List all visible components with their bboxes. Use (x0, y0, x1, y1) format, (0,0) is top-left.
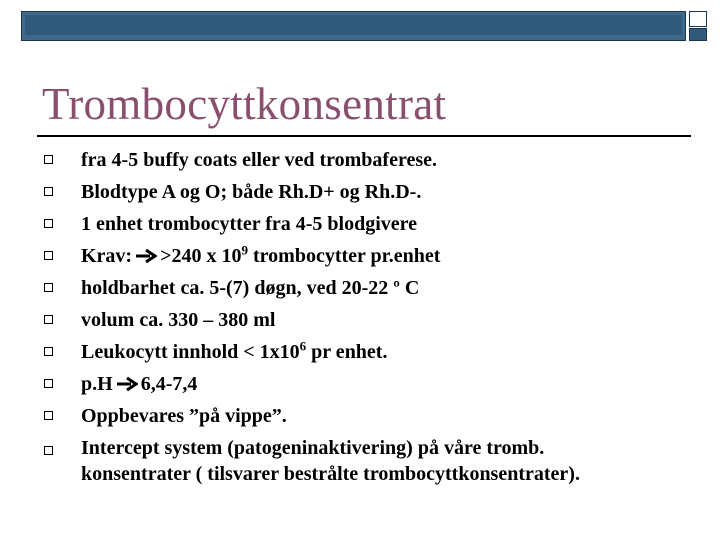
list-item: p.H 6,4-7,4 (40, 368, 700, 400)
hollow-square-bullet-icon (44, 446, 53, 455)
title-divider (37, 135, 691, 137)
bullet-list (40, 144, 700, 487)
list-item: Krav: >240 x $10^9$ trombocytter pr.enhet (40, 240, 700, 272)
list-item: Oppbevares ”på vippe”. (40, 400, 700, 432)
top-bar-strip (21, 11, 686, 41)
hollow-square-bullet-icon (44, 347, 53, 356)
list-item: volum ca. 330 – 380 ml (40, 304, 700, 336)
list-item: holdbarhet ca. 5-(7) døgn, ved 20-22 º C (40, 272, 700, 304)
hollow-square-bullet-icon (44, 411, 53, 420)
slide-title: Trombocyttkonsentrat (42, 79, 447, 129)
list-item: Blodtype A og O; både Rh.D+ og Rh.D-. (40, 176, 700, 208)
hollow-square-bullet-icon (44, 251, 53, 260)
hollow-square-bullet-icon (44, 283, 53, 292)
top-bar-square-icon (689, 11, 707, 27)
list-item: fra 4-5 buffy coats eller ved trombaferese. (40, 144, 700, 176)
list-item: Intercept system (patogeninaktivering) på våre tromb. konsentrater ( tilsvarer bestrålte trombocyttkonsentrater). (40, 432, 700, 487)
hollow-square-bullet-icon (44, 315, 53, 324)
top-bar-square-icon (689, 28, 707, 41)
top-decorative-bar (21, 11, 707, 41)
hollow-square-bullet-icon (44, 187, 53, 196)
hollow-square-bullet-icon (44, 155, 53, 164)
right-arrow-icon (116, 377, 138, 391)
list-item: Leukocytt innhold < $1x10^6$ pr enhet. (40, 336, 700, 368)
hollow-square-bullet-icon (44, 379, 53, 388)
hollow-square-bullet-icon (44, 219, 53, 228)
right-arrow-icon (135, 249, 157, 263)
list-item: 1 enhet trombocytter fra 4-5 blodgivere (40, 208, 700, 240)
